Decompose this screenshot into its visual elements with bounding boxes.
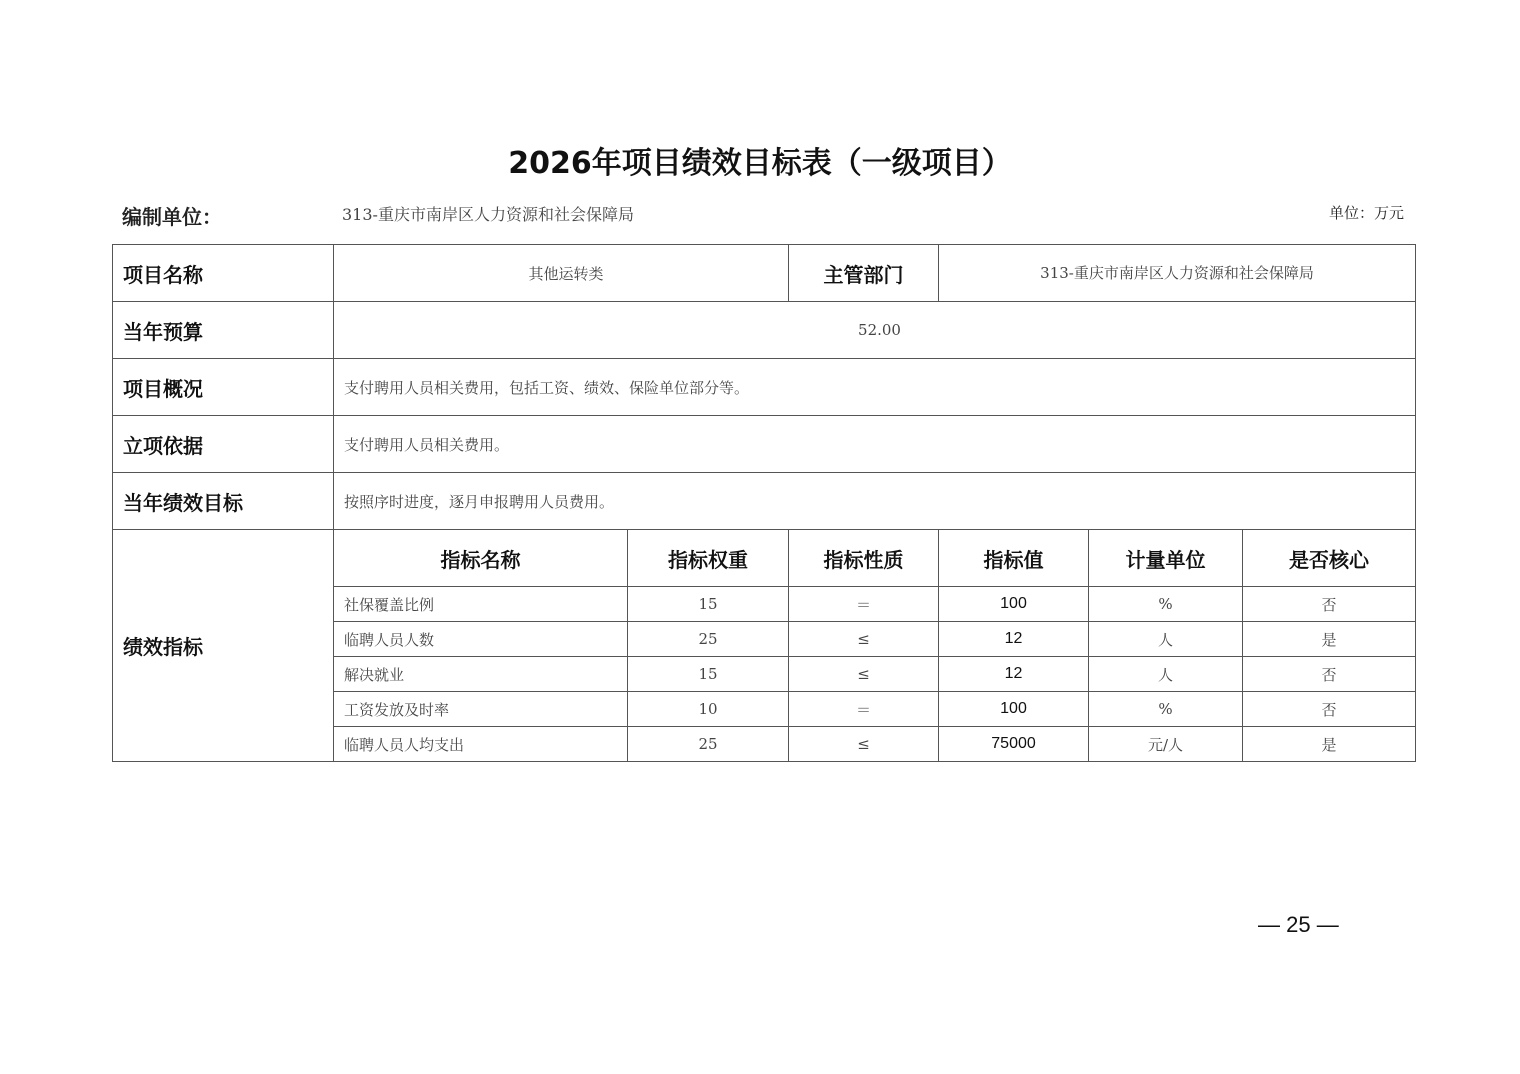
indicator-nature: ≤ bbox=[789, 657, 939, 692]
indicator-core: 是 bbox=[1243, 727, 1416, 762]
budget-value: 52.00 bbox=[334, 302, 1416, 359]
column-header: 指标权重 bbox=[628, 530, 789, 587]
indicator-core: 否 bbox=[1243, 657, 1416, 692]
indicator-unit: % bbox=[1089, 587, 1243, 622]
indicator-unit: 人 bbox=[1089, 622, 1243, 657]
overview-value: 支付聘用人员相关费用，包括工资、绩效、保险单位部分等。 bbox=[334, 359, 1416, 416]
indicator-core: 否 bbox=[1243, 692, 1416, 727]
goal-label: 当年绩效目标 bbox=[113, 473, 334, 530]
goal-row bbox=[113, 473, 1416, 530]
indicator-header-row bbox=[113, 530, 1416, 587]
indicator-name: 解决就业 bbox=[334, 657, 628, 692]
column-header: 计量单位 bbox=[1089, 530, 1243, 587]
unit-value: 313-重庆市南岸区人力资源和社会保障局 bbox=[342, 205, 634, 224]
indicator-weight: 25 bbox=[628, 622, 789, 657]
indicator-unit: 人 bbox=[1089, 657, 1243, 692]
project-name-label: 项目名称 bbox=[113, 245, 334, 302]
indicator-core: 否 bbox=[1243, 587, 1416, 622]
column-header: 指标值 bbox=[939, 530, 1089, 587]
goal-value: 按照序时进度，逐月申报聘用人员费用。 bbox=[334, 473, 1416, 530]
basis-value: 支付聘用人员相关费用。 bbox=[334, 416, 1416, 473]
performance-table bbox=[112, 244, 1416, 762]
indicator-name: 社保覆盖比例 bbox=[334, 587, 628, 622]
project-name-row bbox=[113, 245, 1416, 302]
page-title: 2026年项目绩效目标表（一级项目） bbox=[508, 146, 1012, 181]
overview-row bbox=[113, 359, 1416, 416]
indicator-value: 75000 bbox=[939, 727, 1089, 762]
column-header: 指标性质 bbox=[789, 530, 939, 587]
indicator-value: 100 bbox=[939, 692, 1089, 727]
indicator-value: 12 bbox=[939, 622, 1089, 657]
overview-label: 项目概况 bbox=[113, 359, 334, 416]
indicator-unit: % bbox=[1089, 692, 1243, 727]
indicator-nature: ＝ bbox=[789, 587, 939, 622]
indicator-unit: 元/人 bbox=[1089, 727, 1243, 762]
indicator-name: 临聘人员人数 bbox=[334, 622, 628, 657]
indicator-weight: 15 bbox=[628, 587, 789, 622]
budget-label: 当年预算 bbox=[113, 302, 334, 359]
indicator-weight: 25 bbox=[628, 727, 789, 762]
project-name-value: 其他运转类 bbox=[334, 245, 789, 302]
indicator-core: 是 bbox=[1243, 622, 1416, 657]
page-number: — 25 — bbox=[1258, 912, 1339, 937]
indicator-nature: ≤ bbox=[789, 727, 939, 762]
indicator-nature: ＝ bbox=[789, 692, 939, 727]
basis-row bbox=[113, 416, 1416, 473]
indicator-name: 临聘人员人均支出 bbox=[334, 727, 628, 762]
column-header: 是否核心 bbox=[1243, 530, 1416, 587]
indicators-section-label: 绩效指标 bbox=[113, 530, 334, 762]
basis-label: 立项依据 bbox=[113, 416, 334, 473]
indicator-weight: 15 bbox=[628, 657, 789, 692]
indicator-name: 工资发放及时率 bbox=[334, 692, 628, 727]
dept-label: 主管部门 bbox=[789, 245, 939, 302]
indicator-value: 100 bbox=[939, 587, 1089, 622]
indicator-weight: 10 bbox=[628, 692, 789, 727]
unit-label: 编制单位： bbox=[122, 205, 222, 229]
currency-unit: 单位：万元 bbox=[1328, 204, 1404, 222]
budget-row bbox=[113, 302, 1416, 359]
dept-value: 313-重庆市南岸区人力资源和社会保障局 bbox=[939, 245, 1416, 302]
indicator-value: 12 bbox=[939, 657, 1089, 692]
indicator-nature: ≤ bbox=[789, 622, 939, 657]
column-header: 指标名称 bbox=[334, 530, 628, 587]
